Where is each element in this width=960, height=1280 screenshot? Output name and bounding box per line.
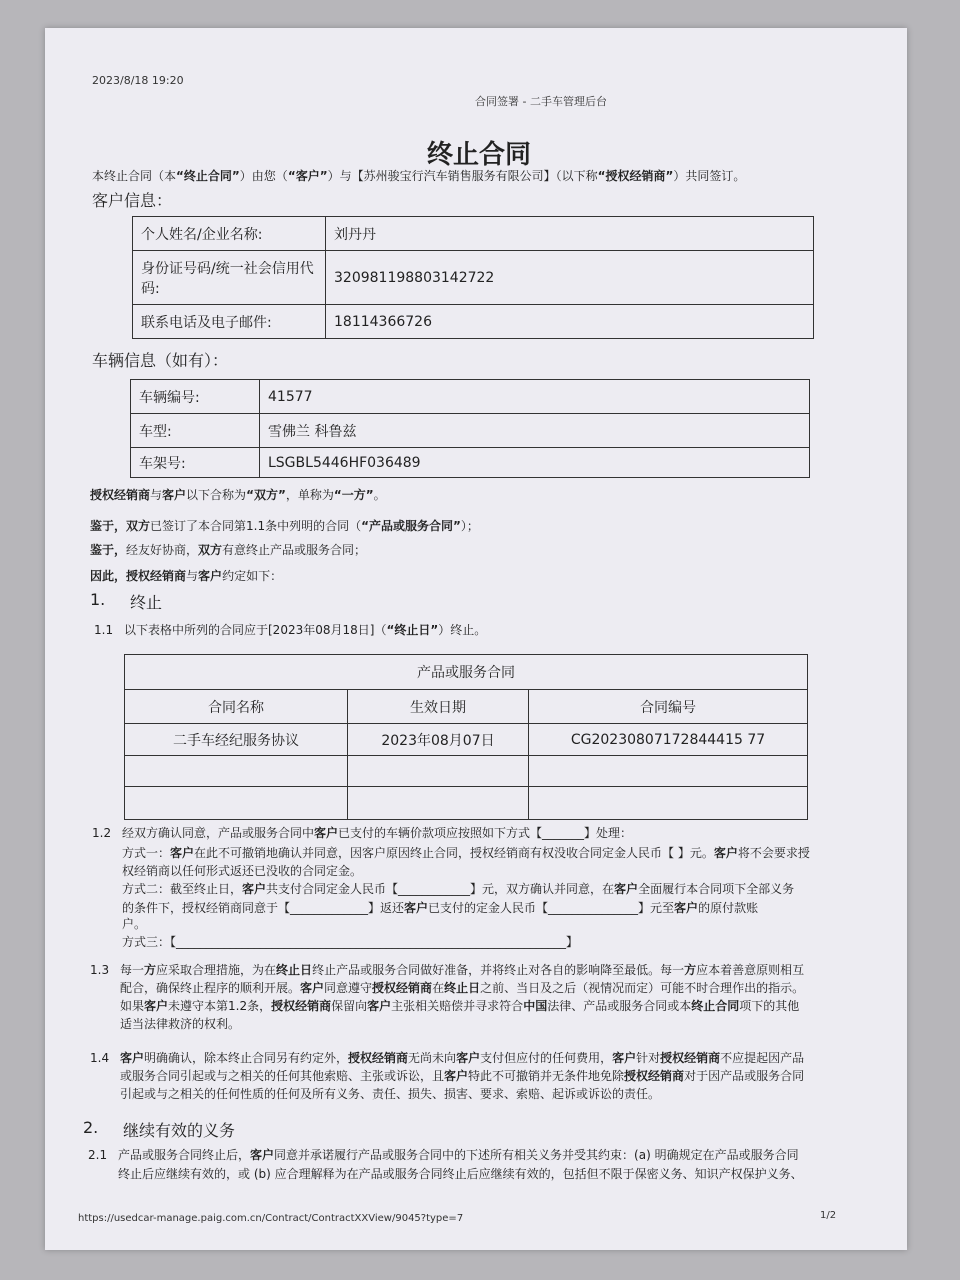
- text-run: “一方”: [333, 488, 374, 502]
- text-run: 适当法律救济的权利。: [120, 1017, 241, 1031]
- customer-value: 320981198803142722: [326, 251, 814, 305]
- text-run: 配合，确保终止程序的顺利开展。: [120, 981, 301, 995]
- text-run: 鉴于，: [90, 519, 127, 533]
- text-run: 共支付合同定金人民币【____________】元，双方确认并同意，在: [266, 882, 615, 896]
- customer-label: 个人姓名/企业名称:: [133, 217, 326, 251]
- text-run: 将不会要求授: [737, 846, 810, 860]
- clause-1-3-line: [120, 961, 804, 979]
- text-run: 授权经销商: [271, 999, 332, 1013]
- vehicle-label: 车辆编号:: [131, 380, 260, 414]
- text-run: 同意并承诺履行产品或服务合同中的下述所有相关义务并受其约束：(a) 明确规定在产品或服务合同: [274, 1148, 799, 1162]
- text-run: 客户: [367, 999, 392, 1013]
- text-run: 客户: [144, 999, 169, 1013]
- parties-paragraph: [90, 486, 386, 504]
- text-run: 权经销商以任何形式返还已没收的合同定金。: [122, 864, 363, 878]
- clause-1-2-line: [122, 899, 758, 917]
- section-2-title: 继续有效的义务: [123, 1121, 236, 1140]
- whereas-paragraph-1: [90, 517, 479, 535]
- text-run: 明确确认，除本终止合同另有约定外，: [144, 1051, 349, 1065]
- text-run: 客户: [250, 1148, 275, 1162]
- text-run: 客户: [444, 1069, 469, 1083]
- text-run: 在: [432, 981, 445, 995]
- text-run: ）与【苏州骏宝行汽车销售服务有限公司】（以下称: [327, 169, 598, 183]
- customer-label: 联系电话及电子邮件:: [133, 305, 326, 339]
- text-run: 客户: [404, 901, 429, 915]
- text-run: 本终止合同（本: [92, 169, 177, 183]
- text-run: 授权经销商: [90, 488, 151, 502]
- clause-1-2-number: 1.2: [92, 826, 112, 840]
- section-2-number: 2.: [83, 1118, 99, 1137]
- text-run: 支付但应付的任何费用，: [480, 1051, 613, 1065]
- vehicle-heading: 车辆信息（如有）：: [92, 351, 229, 370]
- customer-row: [133, 217, 814, 251]
- text-run: 终止后应继续有效的，或 (b) 应合理解释为在产品或服务合同终止后应继续有效的，包括但不限于保密义务、知识产权保护义务、: [118, 1167, 803, 1181]
- text-run: 约定如下：: [222, 569, 283, 583]
- text-run: 客户: [170, 846, 195, 860]
- effective-date-cell: [348, 787, 529, 820]
- text-run: 客户: [242, 882, 267, 896]
- text-run: 主张相关赔偿并寻求符合: [391, 999, 524, 1013]
- table-row: [125, 756, 808, 787]
- therefore-paragraph: [90, 567, 282, 585]
- text-run: 客户: [314, 826, 339, 840]
- footer-page-number: 1/2: [820, 1210, 837, 1221]
- clause-1-3-line: [120, 1015, 240, 1033]
- effective-date-cell: 2023年08月07日: [348, 724, 529, 756]
- text-run: 授权经销商: [660, 1051, 721, 1065]
- customer-value: 18114366726: [326, 305, 814, 339]
- section-1-title: 终止: [130, 593, 163, 612]
- clause-2-1-line: [118, 1146, 799, 1164]
- clause-1-1-number: 1.1: [94, 623, 114, 637]
- contract-table-header: [125, 690, 808, 724]
- text-run: 双方: [126, 519, 151, 533]
- text-run: 已支付的车辆价款项应按照如下方式【_______】处理：: [338, 826, 633, 840]
- doc-title: 终止合同: [427, 140, 532, 170]
- text-run: 已签订了本合同第1.1条中列明的合同（: [150, 519, 362, 533]
- text-run: 对于因产品或服务合同: [684, 1069, 805, 1083]
- intro-paragraph: [92, 167, 745, 185]
- text-run: 鉴于，: [90, 543, 127, 557]
- text-run: 无尚未向: [408, 1051, 457, 1065]
- clause-1-2-line: [122, 862, 362, 880]
- clause-1-2-line: [122, 824, 632, 842]
- text-run: 产品或服务合同终止后，: [118, 1148, 251, 1162]
- clause-1-2-line: [122, 880, 794, 898]
- clause-1-2-line: [122, 915, 146, 933]
- customer-label: 身份证号码/统一社会信用代码:: [133, 251, 326, 305]
- text-run: 终止产品或服务合同做好准备，并将终止对各自的影响降至最低。每一: [312, 963, 685, 977]
- vehicle-value: 雪佛兰 科鲁兹: [260, 414, 810, 448]
- text-run: ，单称为: [285, 488, 334, 502]
- text-run: 全面履行本合同项下全部义务: [638, 882, 795, 896]
- text-run: 授权经销商: [126, 569, 187, 583]
- text-run: 的条件下，授权经销商同意于【_____________】返还: [122, 901, 405, 915]
- print-page-title: 合同签署 - 二手车管理后台: [475, 95, 607, 108]
- text-run: 同意遵守: [324, 981, 373, 995]
- print-datetime: 2023/8/18 19:20: [92, 74, 184, 87]
- text-run: “客户”: [287, 169, 328, 183]
- whereas-paragraph-2: [90, 541, 366, 559]
- vehicle-row: [131, 448, 810, 478]
- text-run: 方式二：截至终止日，: [122, 882, 243, 896]
- text-run: 客户: [162, 488, 187, 502]
- clause-1-4-line: [120, 1085, 660, 1103]
- text-run: 客户: [713, 846, 738, 860]
- customer-heading: 客户信息：: [92, 191, 173, 210]
- contract-table-caption: 产品或服务合同: [125, 655, 808, 690]
- text-run: 的原付款账: [698, 901, 759, 915]
- vehicle-value: LSGBL5446HF036489: [260, 448, 810, 478]
- text-run: 授权经销商: [624, 1069, 685, 1083]
- table-row: [125, 724, 808, 756]
- customer-table: [132, 216, 814, 339]
- contract-number-cell: CG20230807172844415 77: [529, 724, 808, 756]
- text-run: 或服务合同引起或与之相关的任何其他索赔、主张或诉讼，且: [120, 1069, 445, 1083]
- text-run: 有意终止产品或服务合同；: [222, 543, 367, 557]
- text-run: 经友好协商，: [126, 543, 199, 557]
- clause-1-3-line: [120, 979, 804, 997]
- clause-2-1-number: 2.1: [88, 1148, 108, 1162]
- footer-url: https://usedcar-manage.paig.com.cn/Contract/ContractXXView/9045?type=7: [78, 1213, 464, 1224]
- text-run: 授权经销商: [348, 1051, 409, 1065]
- text-run: ）共同签订。: [673, 169, 746, 183]
- vehicle-label: 车型:: [131, 414, 260, 448]
- text-run: ）由您（: [239, 169, 288, 183]
- text-run: “授权经销商”: [597, 169, 674, 183]
- text-run: 户。: [122, 917, 147, 931]
- text-run: 方式一：: [122, 846, 171, 860]
- clause-1-4-number: 1.4: [90, 1051, 110, 1065]
- text-run: 终止日: [276, 963, 313, 977]
- text-run: 客户: [120, 1051, 145, 1065]
- text-run: “双方”: [246, 488, 286, 502]
- text-run: “产品或服务合同”: [361, 519, 461, 533]
- table-row: [125, 787, 808, 820]
- text-run: 客户: [198, 569, 223, 583]
- text-run: 每一: [120, 963, 145, 977]
- column-header: 合同编号: [529, 690, 808, 724]
- text-run: 以下表格中所列的合同应于[2023年08月18日]（: [124, 623, 387, 637]
- text-run: 客户: [614, 882, 639, 896]
- vehicle-value: 41577: [260, 380, 810, 414]
- text-run: 在此不可撤销地确认并同意，因客户原因终止合同，授权经销商有权没收合同定金人民币【 】元。: [194, 846, 714, 860]
- clause-1-3-number: 1.3: [90, 963, 110, 977]
- text-run: 针对: [636, 1051, 661, 1065]
- text-run: 客户: [612, 1051, 637, 1065]
- clause-1-4-line: [120, 1049, 804, 1067]
- contract-name-cell: 二手车经纪服务协议: [125, 724, 348, 756]
- text-run: “终止日”: [386, 623, 439, 637]
- text-run: 不应提起因产品: [720, 1051, 805, 1065]
- clause-1-1-text: [124, 621, 486, 639]
- customer-row: [133, 305, 814, 339]
- text-run: “终止合同”: [176, 169, 240, 183]
- text-run: 客户: [456, 1051, 481, 1065]
- customer-row: [133, 251, 814, 305]
- text-run: 如果: [120, 999, 145, 1013]
- vehicle-table: [130, 379, 810, 478]
- text-run: 引起或与之相关的任何性质的任何及所有义务、责任、损失、损害、要求、索赔、起诉或诉讼的责任。: [120, 1087, 661, 1101]
- vehicle-row: [131, 380, 810, 414]
- text-run: 应本着善意原则相互: [696, 963, 805, 977]
- column-header: 生效日期: [348, 690, 529, 724]
- clause-1-4-line: [120, 1067, 804, 1085]
- clause-1-3-line: [120, 997, 799, 1015]
- text-run: 经双方确认同意，产品或服务合同中: [122, 826, 315, 840]
- text-run: 客户: [300, 981, 325, 995]
- text-run: 与: [150, 488, 163, 502]
- text-run: 双方: [198, 543, 223, 557]
- text-run: 特此不可撤销并无条件地免除: [468, 1069, 625, 1083]
- text-run: 方: [684, 963, 697, 977]
- text-run: 方: [144, 963, 157, 977]
- text-run: 中国: [523, 999, 548, 1013]
- document-page: [45, 28, 907, 1250]
- contract-number-cell: [529, 756, 808, 787]
- text-run: 方式三：【_________________________________________________________________】: [122, 935, 579, 949]
- text-run: 。: [373, 488, 386, 502]
- text-run: 终止合同: [691, 999, 740, 1013]
- contract-name-cell: [125, 756, 348, 787]
- text-run: 未遵守本第1.2条，: [168, 999, 272, 1013]
- clause-1-2-line: [122, 844, 810, 862]
- column-header: 合同名称: [125, 690, 348, 724]
- text-run: 终止日: [444, 981, 481, 995]
- text-run: 项下的其他: [739, 999, 800, 1013]
- text-run: ）；: [460, 519, 479, 533]
- vehicle-label: 车架号:: [131, 448, 260, 478]
- clause-1-2-line: [122, 933, 578, 951]
- customer-value: 刘丹丹: [326, 217, 814, 251]
- text-run: 之前、当日及之后（视情况而定）可能不时合理作出的指示。: [480, 981, 805, 995]
- text-run: 以下合称为: [186, 488, 247, 502]
- section-1-number: 1.: [90, 590, 106, 609]
- contract-number-cell: [529, 787, 808, 820]
- text-run: 应采取合理措施，为在: [156, 963, 277, 977]
- text-run: ）终止。: [438, 623, 487, 637]
- text-run: 因此，: [90, 569, 127, 583]
- clause-2-1-line: [118, 1165, 803, 1183]
- text-run: 法律、产品或服务合同或本: [547, 999, 692, 1013]
- text-run: 授权经销商: [372, 981, 433, 995]
- text-run: 保留向: [331, 999, 368, 1013]
- text-run: 已支付的定金人民币【_______________】元至: [428, 901, 675, 915]
- contract-table: [124, 654, 808, 820]
- effective-date-cell: [348, 756, 529, 787]
- contract-name-cell: [125, 787, 348, 820]
- text-run: 与: [186, 569, 199, 583]
- vehicle-row: [131, 414, 810, 448]
- text-run: 客户: [674, 901, 699, 915]
